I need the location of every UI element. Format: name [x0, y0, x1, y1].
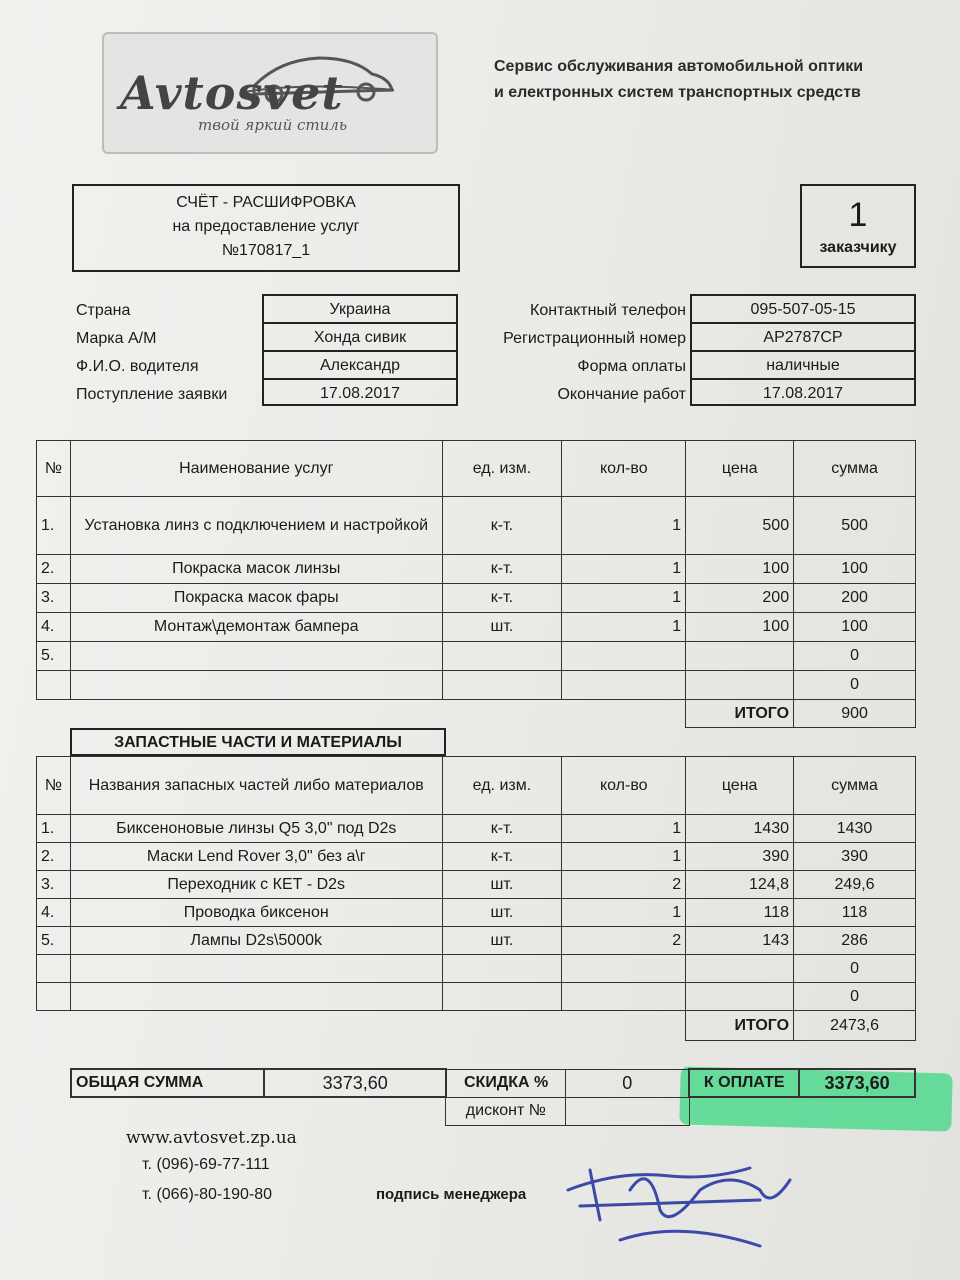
info-right-value: АР2787СР — [690, 322, 916, 350]
cell-qty: 1 — [562, 815, 686, 843]
info-left-value: 17.08.2017 — [262, 378, 458, 406]
cell-sum: 1430 — [794, 815, 916, 843]
cell-sum: 118 — [794, 899, 916, 927]
cell-unit — [442, 955, 562, 983]
cell-number: 5. — [37, 642, 71, 671]
cell-number: 3. — [37, 584, 71, 613]
summary-table — [70, 1068, 916, 1126]
info-left-value: Украина — [262, 294, 458, 322]
cell-name — [70, 983, 442, 1011]
cell-qty: 1 — [562, 497, 686, 555]
cell-sum: 0 — [794, 983, 916, 1011]
cell-number: 5. — [37, 927, 71, 955]
cell-sum: 0 — [794, 671, 916, 700]
cell-name: Маски Lend Rover 3,0" без а\г — [70, 843, 442, 871]
discount-card-label: дисконт № — [446, 1097, 566, 1125]
parts-body — [37, 815, 916, 1011]
cell-price — [686, 983, 794, 1011]
manager-signature — [560, 1150, 800, 1270]
grand-total-label: ОБЩАЯ СУММА — [71, 1069, 264, 1097]
cell-price: 124,8 — [686, 871, 794, 899]
cell-unit: шт. — [442, 613, 562, 642]
col-header-sum: сумма — [794, 757, 916, 815]
cell-price: 100 — [686, 613, 794, 642]
cell-sum: 100 — [794, 613, 916, 642]
table-row — [37, 983, 916, 1011]
pay-value: 3373,60 — [799, 1069, 915, 1097]
parts-total-label: ИТОГО — [686, 1011, 794, 1041]
cell-name: Лампы D2s\5000k — [70, 927, 442, 955]
pay-label: К ОПЛАТЕ — [689, 1069, 799, 1097]
signature-label: подпись менеджера — [376, 1186, 527, 1203]
cell-number: 1. — [37, 815, 71, 843]
title-line-1: СЧЁТ - РАСШИФРОВКА — [176, 194, 356, 211]
cell-sum: 0 — [794, 955, 916, 983]
cell-price: 390 — [686, 843, 794, 871]
cell-number: 3. — [37, 871, 71, 899]
cell-number: 2. — [37, 555, 71, 584]
col-header-number: № — [37, 757, 71, 815]
cell-name: Покраска масок линзы — [70, 555, 442, 584]
col-header-price: цена — [686, 441, 794, 497]
grand-total-value: 3373,60 — [264, 1069, 446, 1097]
cell-sum: 200 — [794, 584, 916, 613]
cell-sum: 286 — [794, 927, 916, 955]
table-row — [37, 899, 916, 927]
info-right-label: Окончание работ — [557, 386, 686, 403]
cell-name: Проводка биксенон — [70, 899, 442, 927]
cell-name — [70, 642, 442, 671]
col-header-sum: сумма — [794, 441, 916, 497]
cell-price: 500 — [686, 497, 794, 555]
cell-qty: 2 — [562, 927, 686, 955]
cell-number — [37, 671, 71, 700]
discount-card-value — [566, 1097, 690, 1125]
footer-phone-1: т. (096)-69-77-111 — [142, 1156, 270, 1173]
cell-sum: 500 — [794, 497, 916, 555]
col-header-name: Наименование услуг — [70, 441, 442, 497]
cell-unit: шт. — [442, 871, 562, 899]
table-row — [37, 671, 916, 700]
discount-label: СКИДКА % — [446, 1069, 566, 1097]
footer-website: www.avtosvet.zp.ua — [126, 1128, 297, 1148]
cell-price: 143 — [686, 927, 794, 955]
cell-qty: 1 — [562, 843, 686, 871]
info-left-label: Поступление заявки — [76, 386, 228, 403]
col-header-number: № — [37, 441, 71, 497]
table-row — [37, 613, 916, 642]
services-header-row — [37, 441, 916, 497]
info-right-label: Регистрационный номер — [503, 330, 686, 347]
table-row — [37, 642, 916, 671]
cell-unit: к-т. — [442, 843, 562, 871]
table-row — [37, 871, 916, 899]
cell-unit — [442, 642, 562, 671]
cell-qty: 1 — [562, 899, 686, 927]
cell-name: Монтаж\демонтаж бампера — [70, 613, 442, 642]
parts-total-value: 2473,6 — [794, 1011, 916, 1041]
info-left-value: Александр — [262, 350, 458, 378]
header-line-1: Сервис обслуживания автомобильной оптики — [494, 58, 864, 75]
cell-qty — [562, 955, 686, 983]
cell-number — [37, 983, 71, 1011]
cell-qty: 1 — [562, 555, 686, 584]
cell-number — [37, 955, 71, 983]
table-row — [37, 555, 916, 584]
cell-price: 1430 — [686, 815, 794, 843]
cell-name: Покраска масок фары — [70, 584, 442, 613]
copy-label: заказчику — [819, 239, 897, 256]
cell-name: Биксеноновые линзы Q5 3,0" под D2s — [70, 815, 442, 843]
table-row — [37, 927, 916, 955]
info-left-label: Страна — [76, 302, 131, 319]
info-right-label: Контактный телефон — [530, 302, 686, 319]
services-total-value: 900 — [794, 700, 916, 728]
table-row — [37, 955, 916, 983]
logo-tagline: твой яркий стиль — [198, 116, 347, 134]
cell-name — [70, 955, 442, 983]
info-right-value: 17.08.2017 — [690, 378, 916, 406]
col-header-price: цена — [686, 757, 794, 815]
cell-qty — [562, 671, 686, 700]
cell-sum: 390 — [794, 843, 916, 871]
table-row — [37, 584, 916, 613]
cell-unit — [442, 671, 562, 700]
cell-sum: 249,6 — [794, 871, 916, 899]
cell-qty — [562, 983, 686, 1011]
services-total-label: ИТОГО — [686, 700, 794, 728]
header-line-2: и електронных систем транспортных средств — [494, 84, 861, 101]
copy-number: 1 — [848, 196, 868, 234]
info-right-value: 095-507-05-15 — [690, 294, 916, 322]
logo-name: Avtosvet — [120, 66, 344, 120]
info-right-label: Форма оплаты — [577, 358, 686, 375]
services-total-row — [37, 700, 916, 728]
cell-unit: шт. — [442, 899, 562, 927]
services-body — [37, 497, 916, 700]
cell-sum: 0 — [794, 642, 916, 671]
parts-total-row — [37, 1011, 916, 1041]
cell-number: 2. — [37, 843, 71, 871]
col-header-qty: кол-во — [562, 441, 686, 497]
cell-name: Установка линз с подключением и настройкой — [70, 497, 442, 555]
title-line-2: на предоставление услуг — [172, 218, 360, 235]
parts-table — [36, 756, 916, 1041]
cell-unit: к-т. — [442, 815, 562, 843]
parts-section-title: ЗАПАСТНЫЕ ЧАСТИ И МАТЕРИАЛЫ — [70, 728, 446, 756]
cell-unit: к-т. — [442, 584, 562, 613]
cell-unit: к-т. — [442, 497, 562, 555]
info-left-label: Ф.И.О. водителя — [76, 358, 199, 375]
cell-sum: 100 — [794, 555, 916, 584]
cell-unit: шт. — [442, 927, 562, 955]
parts-header-row — [37, 757, 916, 815]
cell-qty: 1 — [562, 584, 686, 613]
table-row — [37, 815, 916, 843]
col-header-name: Названия запасных частей либо материалов — [70, 757, 442, 815]
cell-unit: к-т. — [442, 555, 562, 584]
col-header-qty: кол-во — [562, 757, 686, 815]
cell-qty — [562, 642, 686, 671]
info-left-value: Хонда сивик — [262, 322, 458, 350]
cell-number: 4. — [37, 613, 71, 642]
info-right-value: наличные — [690, 350, 916, 378]
info-left-label: Марка А/М — [76, 330, 157, 347]
cell-qty: 2 — [562, 871, 686, 899]
cell-name — [70, 671, 442, 700]
cell-price — [686, 642, 794, 671]
cell-price: 100 — [686, 555, 794, 584]
cell-unit — [442, 983, 562, 1011]
col-header-unit: ед. изм. — [442, 757, 562, 815]
col-header-unit: ед. изм. — [442, 441, 562, 497]
cell-name: Переходник с КЕТ - D2s — [70, 871, 442, 899]
cell-price — [686, 955, 794, 983]
cell-qty: 1 — [562, 613, 686, 642]
cell-price — [686, 671, 794, 700]
cell-price: 200 — [686, 584, 794, 613]
invoice-number: №170817_1 — [221, 242, 311, 259]
cell-price: 118 — [686, 899, 794, 927]
cell-number: 1. — [37, 497, 71, 555]
table-row — [37, 843, 916, 871]
footer-phone-2: т. (066)-80-190-80 — [142, 1186, 273, 1203]
title-box — [72, 184, 460, 272]
cell-number: 4. — [37, 899, 71, 927]
copy-box — [800, 184, 916, 268]
table-row — [37, 497, 916, 555]
services-table — [36, 440, 916, 728]
discount-value: 0 — [566, 1069, 690, 1097]
